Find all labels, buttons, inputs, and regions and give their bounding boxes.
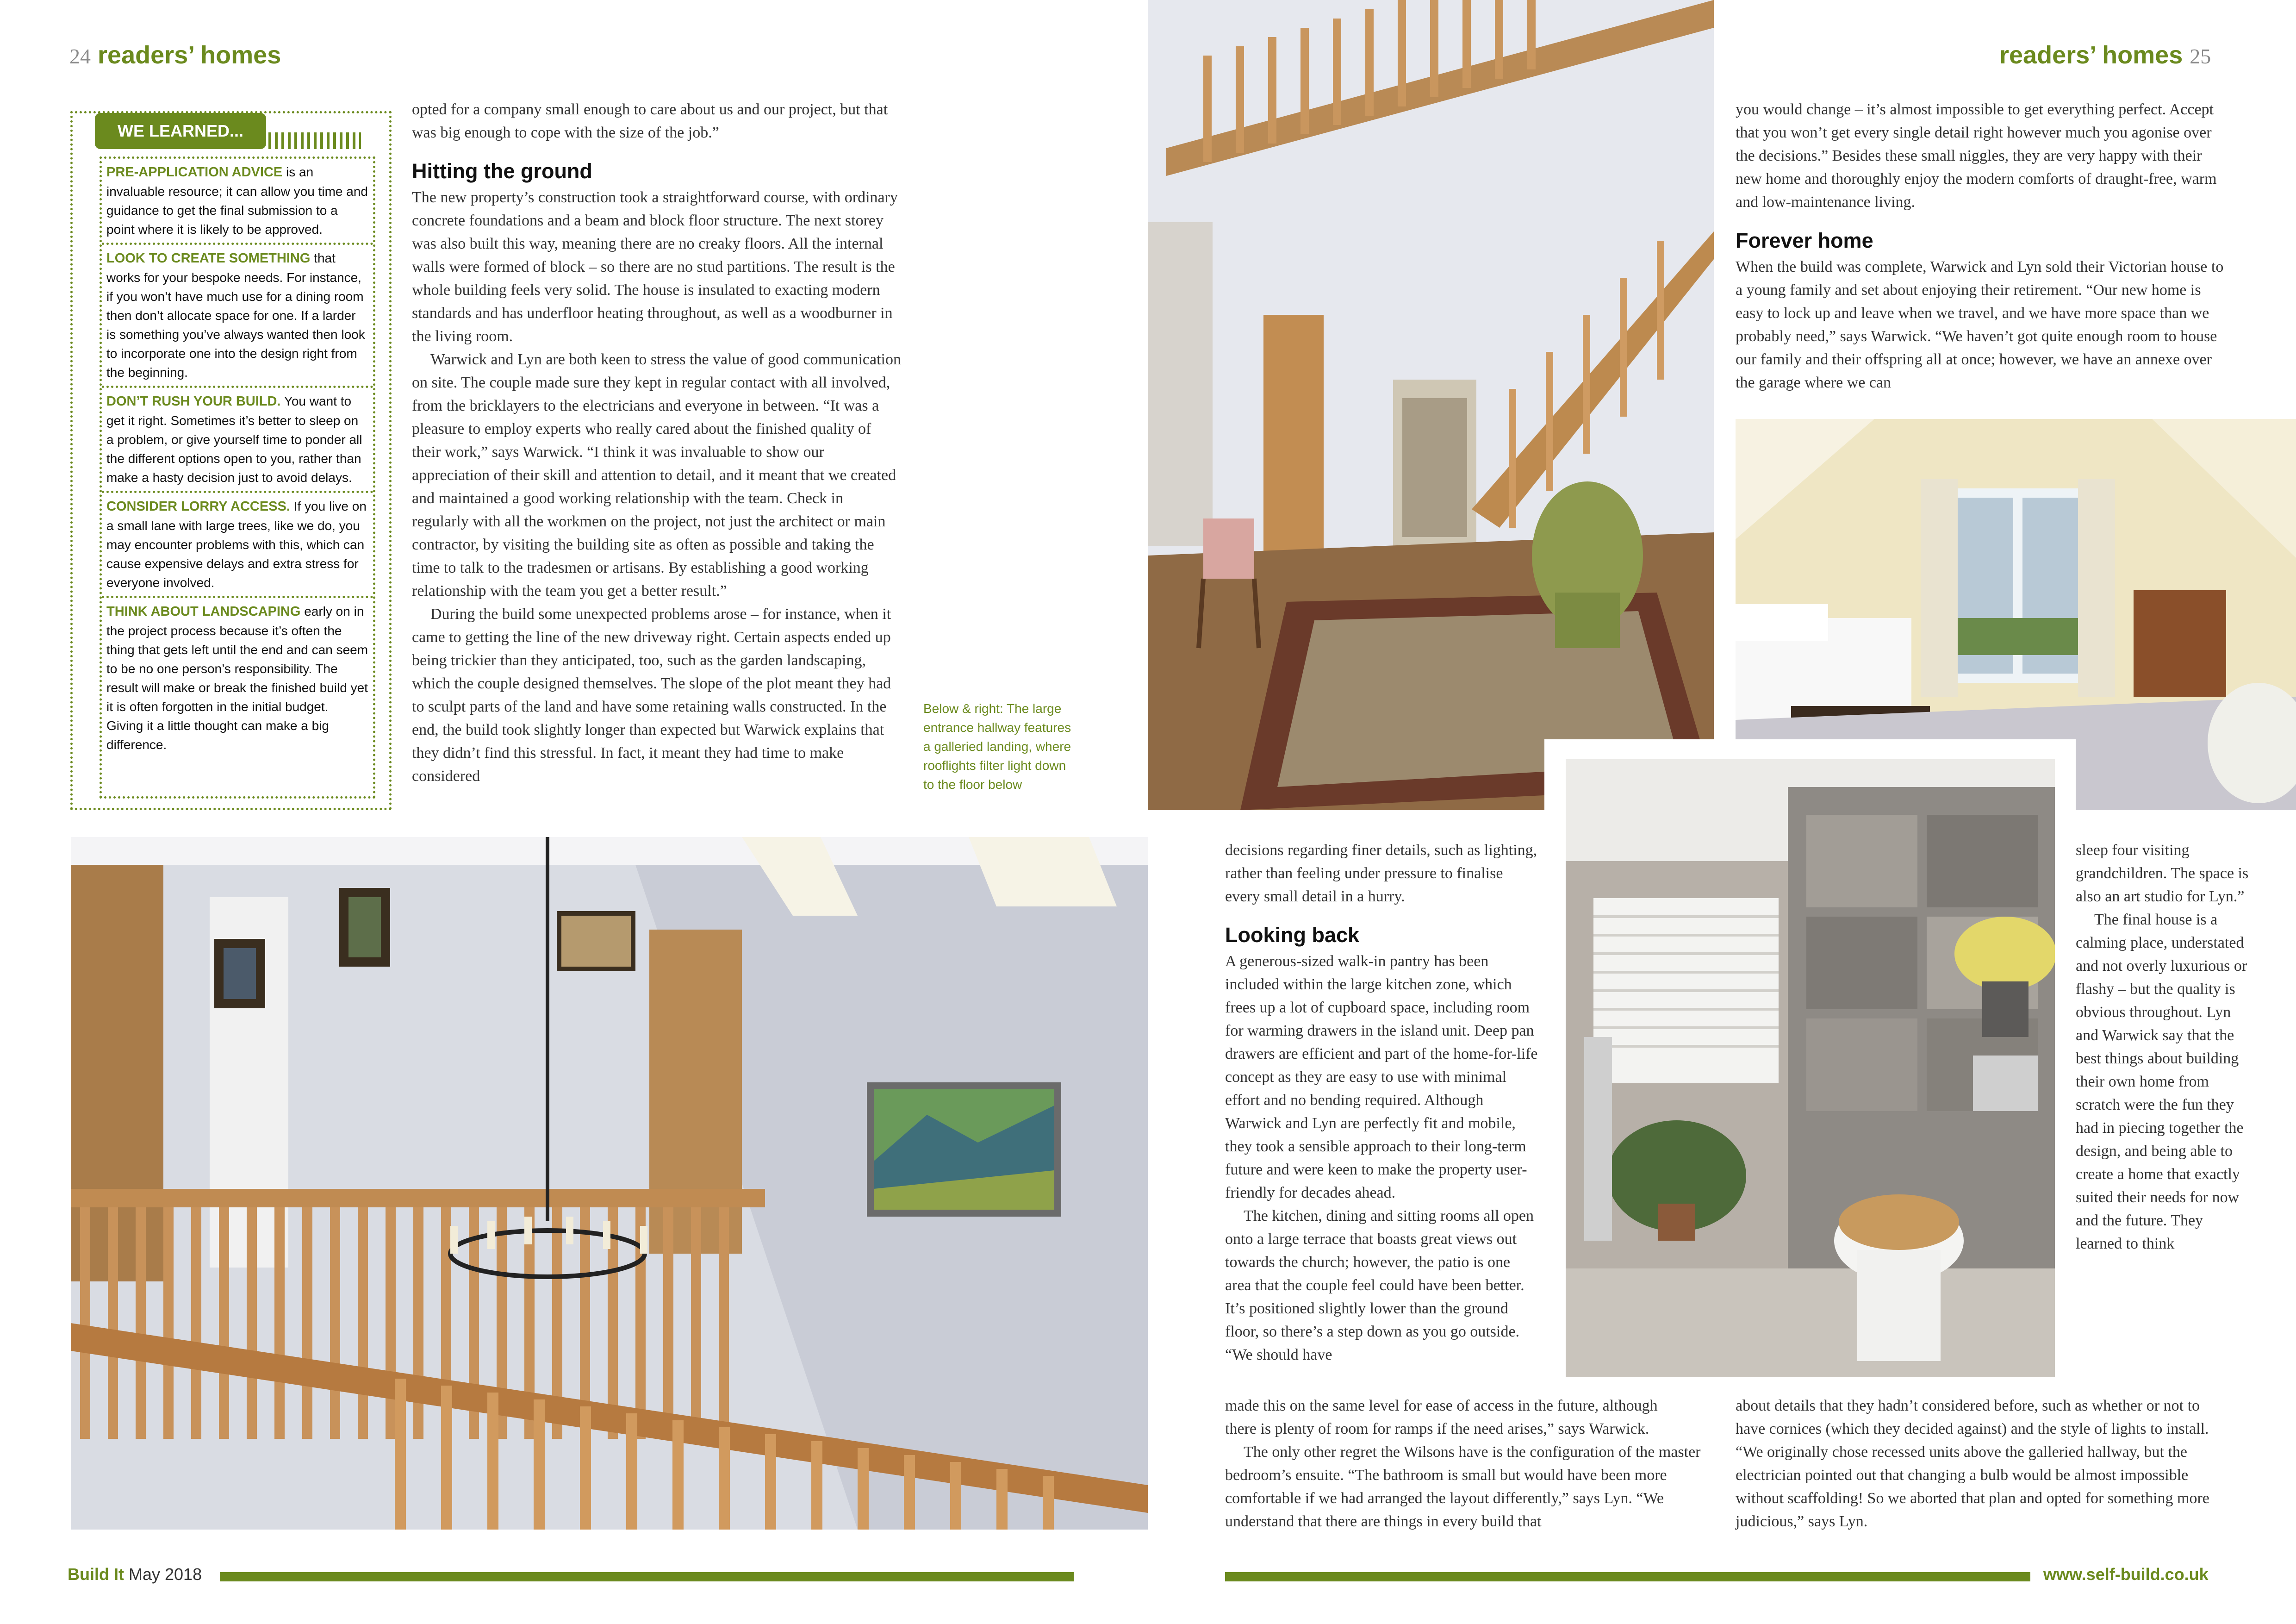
left-opening: opted for a company small enough to care about us and our project, but that was big enough to cope with the size of the job.” [412,101,888,141]
tip-item [102,493,373,598]
tip-head: DON’T RUSH YOUR BUILD. [106,394,281,409]
heading-looking-back: Looking back [1225,923,1360,947]
bathroom-photo [1566,759,2055,1377]
tip-head: LOOK TO CREATE SOMETHING [106,251,311,266]
tip-head: CONSIDER LORRY ACCESS. [106,499,290,514]
heading-hitting-the-ground: Hitting the ground [412,159,592,183]
right-page-number: 25 [2190,44,2211,68]
photo-caption: Below & right: The large entrance hallway features a galleried landing, where rooflights filter light down to the floor below [923,701,1071,792]
wide-line: made this on the same level for ease of access in the future, although [1225,1397,1658,1414]
left-paragraph: The new property’s construction took a straightforward course, with ordinary concrete foundations and a beam and block floor structure. The next storey was also built this way, meaning there are no creaky floors. All the internal walls were formed of block – so there are no stud partitions. The result is the whole building feels very solid. The house is insulated to exacting modern standards and has underfloor heating throughout, as well as a woodburner in the living room. [412,189,898,345]
tip-item [102,388,373,493]
right-paragraph: When the build was complete, Warwick and Lyn sold their Victorian house to a young family and set about enjoying their retirement. “Our new home is easy to lock up and leave when we travel, and we have more space than we probably need,” says Warwick. “We haven’t got quite enough room to house our family and their offspring all at once; however, we have an annexe over the garage where we can [1736,258,2224,391]
landing-photo [71,837,1148,1530]
wide-line: there is plenty of room for ramps if the need arises,” says Warwick. [1225,1420,1649,1437]
left-text-column [412,98,902,788]
issue-date: May 2018 [129,1565,202,1584]
middle-opening: decisions regarding finer details, such as lighting, rather than feeling under pressure to finalise every small detail in a hurry. [1225,842,1537,905]
tips-panel [100,156,375,799]
tip-body: If you live on a small lane with large trees, like we do, you may encounter problems with this, which can cause expensive delays and extra stress for everyone involved. [106,499,367,590]
heading-forever-home: Forever home [1736,229,1873,252]
tip-item [102,598,373,758]
left-paragraph: During the build some unexpected problems arose – for instance, when it came to getting the line of the new driveway right. Certain aspects ended up being trickier than they anticipated, too, such as the garden landscaping, which the couple designed themselves. The slope of the plot meant they had to sculpt parts of the land and have some retaining walls constructed. In the end, the build took slightly longer than expected but Warwick explains that they didn’t find this stressful. In fact, it meant they had time to make considered [412,606,891,785]
left-section-title: readers’ homes [98,41,281,69]
tip-item [102,159,373,245]
we-learned-badge: WE LEARNED... [95,113,266,149]
website-url: www.self-build.co.uk [2043,1565,2209,1584]
side-paragraph: The final house is a calming place, understated and not overly luxurious or flashy – but the quality is obvious throughout. Lyn and Warwick say that the best things about building their own home from scratch were the fun they had in piecing together the design, and being able to create a home that exactly suited their needs for now and the future. They learned to think [2076,911,2247,1252]
right-footer-bar [1225,1572,2030,1581]
tip-body: that works for your bespoke needs. For instance, if you won’t have much use for a dining room then don’t allocate space for one. If a larder is something you’ve always wanted then look to incorporate one into the design right from the beginning. [106,251,365,380]
right-top-column [1736,98,2226,394]
tip-body: is an invaluable resource; it can allow you time and guidance to get the final submission to a point where it is likely to be approved. [106,165,368,237]
bottom-left-paragraph: The only other regret the Wilsons have is the configuration of the master bedroom’s ensuite. “The bathroom is small but would have been more comfortable if we had arranged the layout differently,” says Lyn. “We understand that there are things in every build that [1225,1443,1701,1530]
we-learned-box [70,111,392,810]
right-bottom-column [1736,1394,2226,1533]
right-folio [1999,41,2211,69]
left-footer [68,1565,202,1584]
right-middle-column [1225,839,1540,1367]
hallway-photo [1148,0,1714,810]
middle-paragraph: A generous-sized walk-in pantry has been included within the large kitchen zone, which frees up a lot of cupboard space, including room for warming drawers in the island unit. Deep pan drawers are efficient and part of the home-for-life concept as they are easy to use with minimal effort and no bending required. Although Warwick and Lyn are perfectly fit and mobile, they took a sensible approach to their long-term future and were keen to make the property user-friendly for decades ahead. [1225,953,1538,1201]
tip-body: early on in the project process because it’s often the thing that gets left until the end and can seem to be no one person’s responsibility. The result will make or break the finished build yet it is often forgotten in the initial budget. Giving it a little thought can make a big difference. [106,604,368,752]
badge-stripes [268,132,361,149]
right-section-title: readers’ homes [1999,41,2183,69]
tip-item [102,245,373,388]
side-paragraph: sleep four visiting grandchildren. The space is also an art studio for Lyn.” [2076,842,2249,905]
wide-text-lines [1225,1394,1716,1533]
bottom-right-paragraph: about details that they hadn’t considered before, such as whether or not to have cornices (which they decided against) and the style of lights to install. “We originally chose recessed units above the galleried hallway, but the electrician pointed out that changing a bulb would be almost impossible without scaffolding! So we aborted that plan and opted for something more judicious,” says Lyn. [1736,1397,2209,1530]
left-page-number: 24 [69,44,91,68]
tip-head: PRE-APPLICATION ADVICE [106,165,283,180]
tip-head: THINK ABOUT LANDSCAPING [106,604,301,619]
magazine-name: Build It [68,1565,124,1584]
left-footer-bar [220,1572,1074,1581]
right-footer [2043,1565,2209,1584]
left-folio [69,41,281,69]
right-opening: you would change – it’s almost impossible to get everything perfect. Accept that you won’t get every single detail right however much you agonise over the decisions.” Besides these small niggles, they are very happy with their new home and thoroughly enjoy the modern comforts of draught-free, warm and low-maintenance living. [1736,101,2217,211]
tip-body: You want to get it right. Sometimes it’s better to sleep on a problem, or give yourself time to ponder all the different options open to you, rather than make a hasty decision just to avoid delays. [106,394,362,485]
right-side-column [2076,839,2252,1255]
middle-paragraph: The kitchen, dining and sitting rooms all open onto a large terrace that boasts great views out towards the church; however, the patio is one area that the couple feel could have been better. It’s positioned slightly lower than the ground floor, so there’s a step down as you go outside. “We should have [1225,1207,1534,1363]
left-paragraph: Warwick and Lyn are both keen to stress the value of good communication on site. The couple made sure they kept in regular contact with all involved, from the bricklayers to the electricians and everyone in between. “It was a pleasure to employ experts who really cared about the finished quality of their work,” says Warwick. “I think it was invaluable to show our appreciation of their skill and attention to detail, and it meant that we created and maintained a good working relationship with the team. Check in regularly with all the workmen on the project, not just the architect or main contractor, by visiting the building site as often as possible and taking the time to talk to the tradesmen or artisans. By establishing a good working relationship with the team you get a better result.” [412,351,901,600]
